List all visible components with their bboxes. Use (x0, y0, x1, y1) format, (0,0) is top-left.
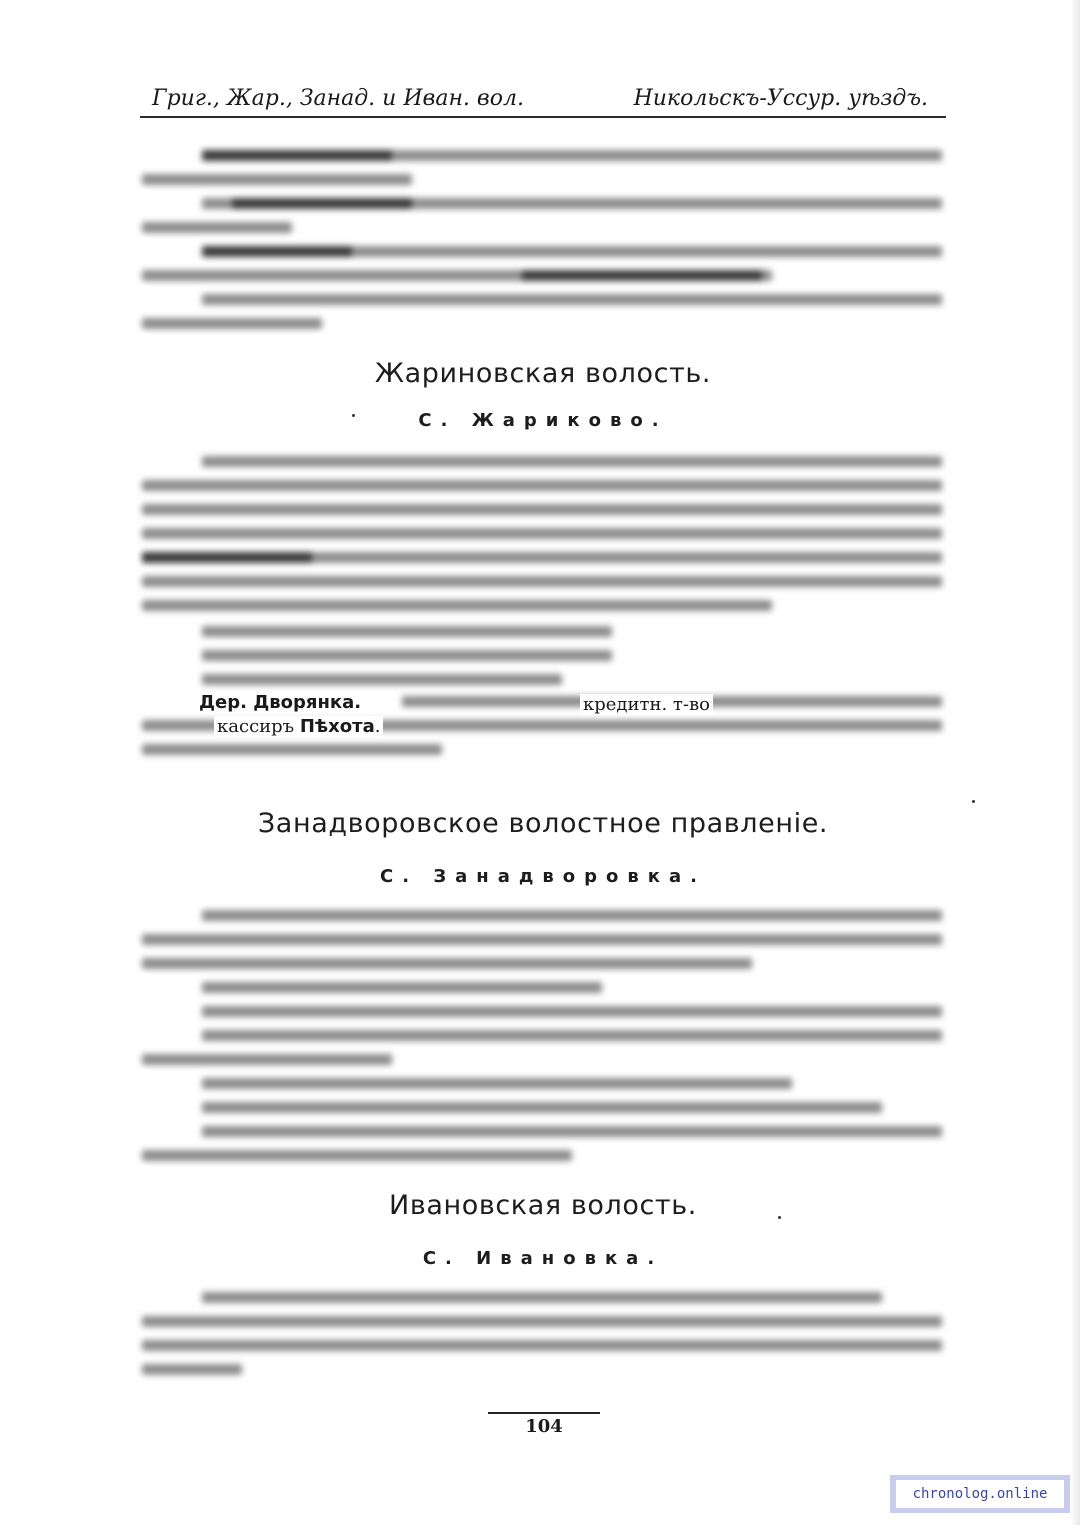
watermark-text: chronolog.online (896, 1480, 1064, 1508)
speck (972, 800, 975, 803)
speck (778, 1216, 781, 1219)
section-subheading-ivanovka: С. Ивановка. (422, 1248, 664, 1269)
cashier-name: Пѣхота (299, 716, 375, 737)
page-number: 104 (525, 1416, 563, 1437)
header-rule (140, 116, 946, 118)
section-subheading-zanadvorovka: С. Занадворовка. (380, 866, 706, 887)
running-header (140, 86, 946, 116)
page-edge (1070, 0, 1080, 1525)
section-subheading-zharikovo: С. Жариково. (418, 410, 668, 431)
credit-society-text: кредитн. т-во (580, 694, 713, 715)
clear-entry-line-1 (196, 692, 364, 713)
header-left: Григ., Жар., Занад. и Иван. вол. (152, 86, 524, 111)
cashier-title: кассиръ (217, 716, 295, 737)
header-right: Никольскъ-Уссур. уѣздъ. (633, 86, 928, 111)
section-heading-zanadvorovskoe: Занадворовское волостное правленіе. (257, 808, 829, 839)
watermark-badge (890, 1475, 1070, 1513)
section-heading-zharinovskaya: Жариновская волость. (374, 358, 712, 389)
footer-rule (488, 1412, 600, 1414)
clear-entry-line-2: кассиръ Пѣхота. (214, 716, 383, 737)
village-name: Дер. Дворянка. (199, 692, 362, 713)
speck (352, 414, 355, 417)
section-heading-ivanovskaya: Ивановская волость. (389, 1190, 697, 1221)
